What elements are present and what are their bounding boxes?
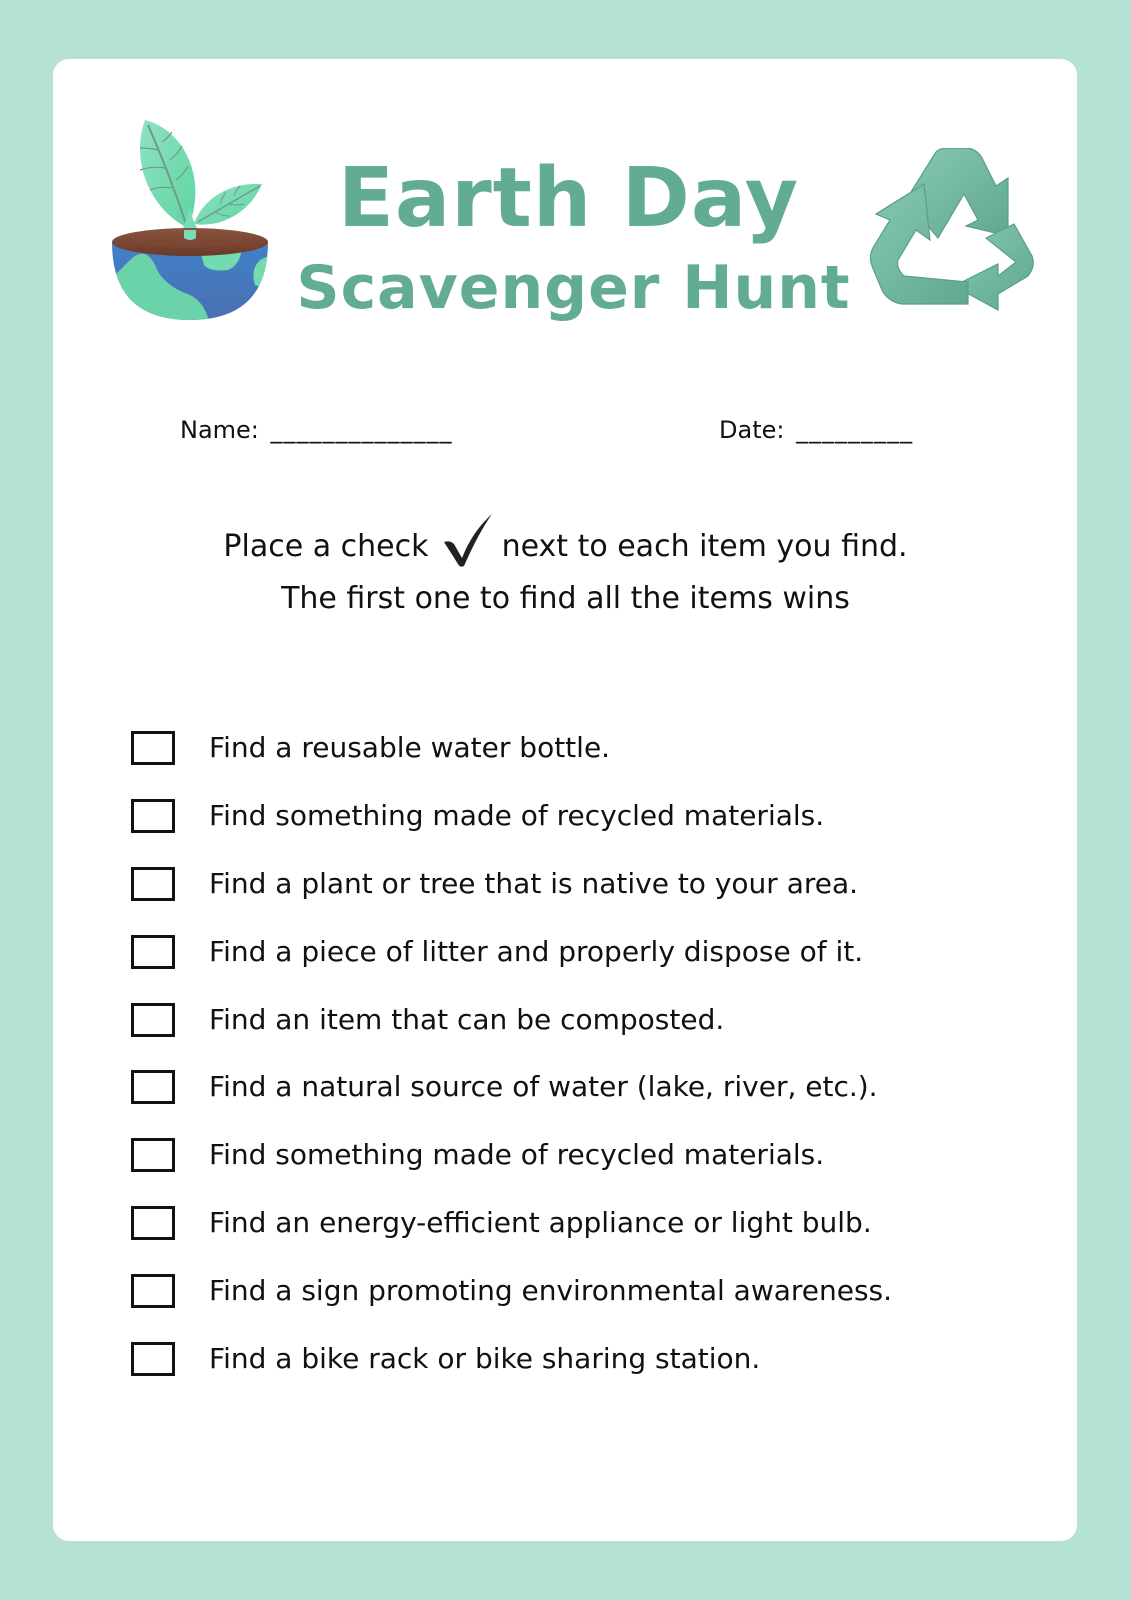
- check-mark-icon: [442, 512, 494, 568]
- instructions-line-2: The first one to find all the items wins: [281, 581, 850, 616]
- scavenger-checklist: [131, 731, 1031, 1410]
- name-field[interactable]: [180, 418, 453, 442]
- checkbox[interactable]: [131, 799, 175, 833]
- checklist-item[interactable]: [131, 1274, 1031, 1308]
- checklist-item-label: Find a natural source of water (lake, river, etc.).: [209, 1070, 878, 1104]
- checklist-item-label: Find something made of recycled materials.: [209, 798, 825, 832]
- checklist-item-label: Find a piece of litter and properly dispose of it.: [209, 934, 864, 968]
- checklist-item[interactable]: [131, 799, 1031, 833]
- title-earth-day: Earth Day: [337, 151, 800, 246]
- instructions-line-1: [0, 512, 1131, 573]
- checkbox[interactable]: [131, 1138, 175, 1172]
- checkbox[interactable]: [131, 1206, 175, 1240]
- checklist-item-label: Find an item that can be composted.: [209, 1002, 725, 1036]
- checkbox[interactable]: [131, 1274, 175, 1308]
- title-scavenger-hunt: Scavenger Hunt: [296, 253, 851, 323]
- checkbox[interactable]: [131, 935, 175, 969]
- checklist-item-label: Find a sign promoting environmental awareness.: [209, 1274, 893, 1308]
- checklist-item-label: Find a bike rack or bike sharing station.: [209, 1342, 761, 1376]
- checkbox[interactable]: [131, 1003, 175, 1037]
- checklist-item[interactable]: [131, 935, 1031, 969]
- checklist-item[interactable]: [131, 731, 1031, 765]
- date-field[interactable]: [719, 418, 913, 442]
- date-label: Date:: [719, 416, 785, 444]
- checklist-item-label: Find a plant or tree that is native to your area.: [209, 866, 859, 900]
- date-blank-line[interactable]: _________: [796, 416, 914, 444]
- checklist-item[interactable]: [131, 867, 1031, 901]
- checklist-item[interactable]: [131, 1206, 1031, 1240]
- checklist-item[interactable]: [131, 1138, 1031, 1172]
- instructions-line-1-after: next to each item you find.: [501, 529, 908, 564]
- instructions: [0, 512, 1131, 625]
- instructions-line-1-before: Place a check: [223, 529, 429, 564]
- checklist-item-label: Find an energy-efficient appliance or light bulb.: [209, 1206, 872, 1240]
- checklist-item-label: Find something made of recycled materials.: [209, 1138, 825, 1172]
- checkbox[interactable]: [131, 731, 175, 765]
- checklist-item[interactable]: [131, 1342, 1031, 1376]
- checklist-item[interactable]: [131, 1003, 1031, 1037]
- checkbox[interactable]: [131, 1070, 175, 1104]
- name-label: Name:: [180, 416, 259, 444]
- checklist-item[interactable]: [131, 1070, 1031, 1104]
- checkbox[interactable]: [131, 867, 175, 901]
- checklist-item-label: Find a reusable water bottle.: [209, 731, 611, 764]
- name-blank-line[interactable]: ______________: [270, 416, 453, 444]
- checkbox[interactable]: [131, 1342, 175, 1376]
